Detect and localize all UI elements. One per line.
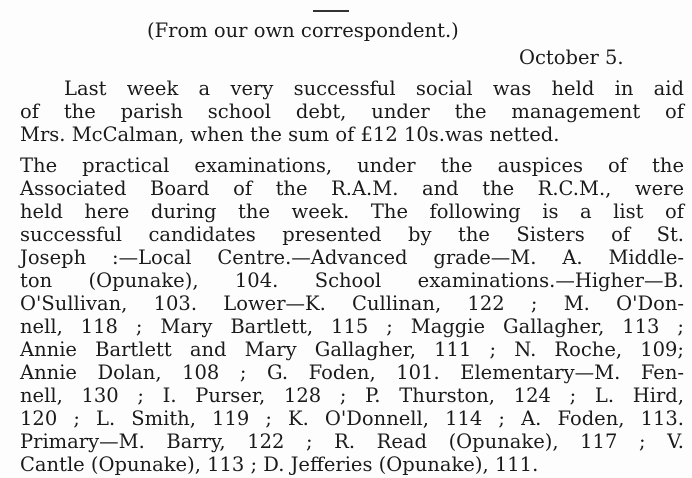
text-line: Joseph :—Local Centre.—Advanced grade—M. A. Middle-	[20, 246, 684, 269]
byline: (From our own correspondent.)	[147, 19, 459, 42]
text-line: 120 ; L. Smith, 119 ; K. O'Donnell, 114 ; A. Foden, 113.	[20, 407, 684, 430]
column-rule	[313, 10, 349, 12]
text-line: successful candidates presented by the Sisters of St.	[20, 223, 684, 246]
text-line: held here during the week. The following is a list of	[20, 200, 684, 223]
text-line: Last week a very successful social was held in aid	[64, 77, 684, 100]
text-line: Annie Dolan, 108 ; G. Foden, 101. Elementary—M. Fen-	[20, 361, 684, 384]
text-line: Annie Bartlett and Mary Gallagher, 111 ; N. Roche, 109;	[20, 338, 684, 361]
text-line: of the parish school debt, under the management of	[20, 100, 684, 123]
text-line: Cantle (Opunake), 113 ; D. Jefferies (Opunake), 111.	[20, 453, 539, 476]
text-line: Primary—M. Barry, 122 ; R. Read (Opunake), 117 ; V.	[20, 430, 684, 453]
text-line: nell, 118 ; Mary Bartlett, 115 ; Maggie Gallagher, 113 ;	[20, 315, 684, 338]
text-line: nell, 130 ; I. Purser, 128 ; P. Thurston, 124 ; L. Hird,	[20, 384, 684, 407]
text-line: The practical examinations, under the auspices of the	[20, 154, 684, 177]
dateline: October 5.	[519, 46, 624, 69]
text-line: Mrs. McCalman, when the sum of £12 10s.was netted.	[20, 123, 560, 146]
text-line: ton (Opunake), 104. School examinations.—Higher—B.	[20, 269, 684, 292]
text-line: Associated Board of the R.A.M. and the R.C.M., were	[20, 177, 684, 200]
text-line: O'Sullivan, 103. Lower—K. Cullinan, 122 ; M. O'Don-	[20, 292, 684, 315]
